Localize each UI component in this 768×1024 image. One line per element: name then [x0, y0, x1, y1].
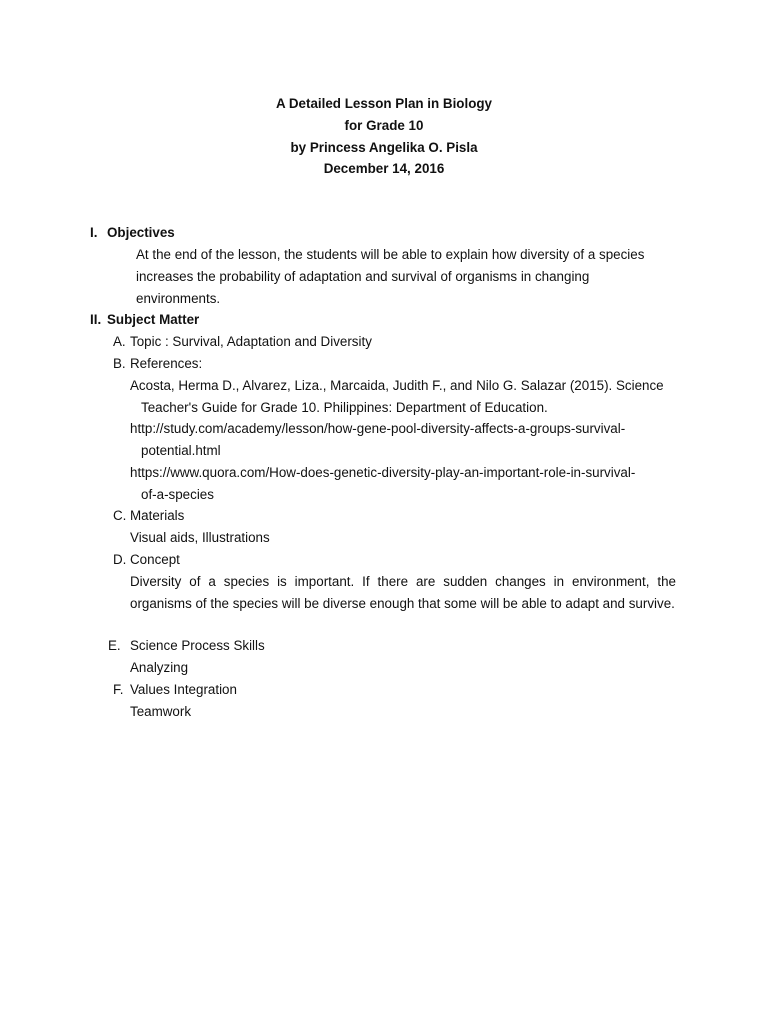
- list-letter: D.: [113, 552, 127, 567]
- list-letter: E.: [108, 638, 121, 653]
- reference-link: http://study.com/academy/lesson/how-gene-pool-diversity-affects-a-groups-survival-: [130, 421, 626, 436]
- concept-text: Diversity of a species is important. If there are sudden changes in environment, the organisms of the species will be diverse enough that some will be able to adapt and survive.: [130, 574, 676, 611]
- reference-link: potential.html: [141, 443, 221, 458]
- objectives-line: At the end of the lesson, the students will be able to explain how diversity of a species: [136, 247, 645, 262]
- reference-citation: Acosta, Herma D., Alvarez, Liza., Marcaida, Judith F., and Nilo G. Salazar (2015). Science: [130, 378, 664, 393]
- skills-text: Analyzing: [130, 660, 189, 675]
- section-numeral: I.: [90, 225, 98, 240]
- section-heading-text: Objectives: [107, 225, 175, 240]
- reference-citation: Teacher's Guide for Grade 10. Philippines: Department of Education.: [141, 400, 548, 415]
- values-heading: Values Integration: [130, 682, 237, 697]
- section-heading-text: Subject Matter: [107, 312, 200, 327]
- topic-text: Topic : Survival, Adaptation and Diversity: [130, 334, 372, 349]
- reference-link: https://www.quora.com/How-does-genetic-diversity-play-an-important-role-in-survival-: [130, 465, 636, 480]
- document-grade: for Grade 10: [344, 117, 424, 133]
- concept-heading: Concept: [130, 552, 180, 567]
- values-text: Teamwork: [130, 704, 192, 719]
- objectives-line: environments.: [136, 291, 221, 306]
- list-letter: A.: [113, 334, 126, 349]
- references-heading: References:: [130, 356, 203, 371]
- section-objectives-heading: [90, 222, 175, 244]
- list-letter: F.: [113, 682, 124, 697]
- list-letter: B.: [113, 356, 126, 371]
- skills-heading: Science Process Skills: [130, 638, 265, 653]
- reference-link: of-a-species: [141, 487, 214, 502]
- list-letter: C.: [113, 508, 127, 523]
- document-author: by Princess Angelika O. Pisla: [290, 139, 478, 155]
- document-header: [0, 93, 768, 180]
- document-date: December 14, 2016: [323, 161, 445, 177]
- materials-heading: Materials: [130, 508, 185, 523]
- section-subject-matter-heading: [90, 309, 199, 331]
- document-title: A Detailed Lesson Plan in Biology: [275, 96, 493, 111]
- objectives-line: increases the probability of adaptation and survival of organisms in changing: [136, 269, 590, 284]
- materials-text: Visual aids, Illustrations: [130, 530, 270, 545]
- section-numeral: II.: [90, 312, 102, 327]
